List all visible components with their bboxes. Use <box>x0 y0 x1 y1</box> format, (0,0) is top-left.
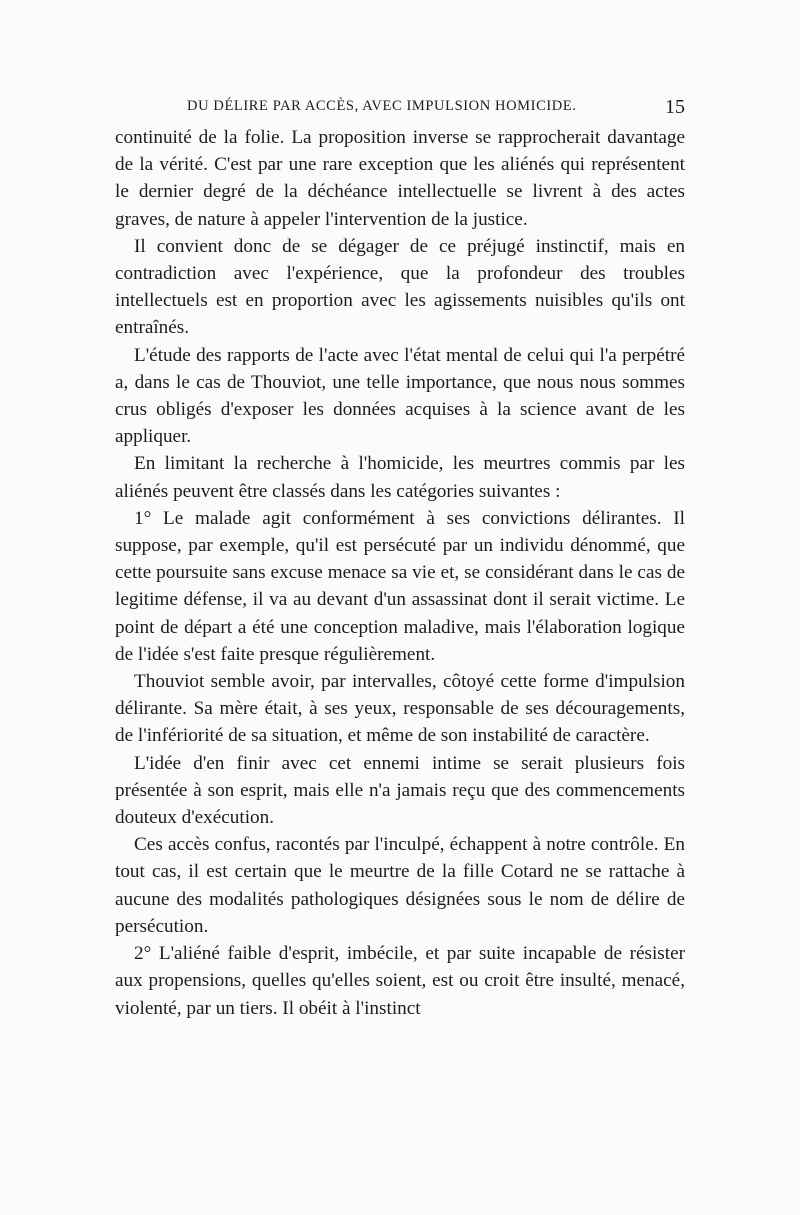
paragraph-item-1: 1° Le malade agit conformément à ses convictions délirantes. Il suppose, par exemple, qu'il est persécuté par un individu dénommé, que cette poursuite sans excuse menace sa vie et, se considérant dans le cas de legitime défense, il va au devant d'un assassinat dont il serait victime. Le point de départ a été une conception maladive, mais l'élaboration logique de l'idée s'est faite presque régulièrement. <box>115 507 685 665</box>
paragraph-item-2: 2° L'aliéné faible d'esprit, imbécile, et par suite incapable de résister aux propensions, quelles qu'elles soient, est ou croit être insulté, menacé, violenté, par un tiers. Il obéit à l'instinct <box>115 943 685 1019</box>
paragraph: En limitant la recherche à l'homicide, les meurtres commis par les aliénés peuvent être classés dans les catégories suivantes : <box>115 453 685 502</box>
running-head <box>115 98 685 122</box>
paragraph: Ces accès confus, racontés par l'inculpé, échappent à notre contrôle. En tout cas, il est certain que le meurtre de la fille Cotard ne se rattache à aucune des modalités pathologiques désignées sous le nom de délire de persécution. <box>115 834 685 937</box>
body-text <box>115 124 685 1022</box>
paragraph: Il convient donc de se dégager de ce préjugé instinctif, mais en contradiction avec l'expérience, que la profondeur des troubles intellectuels est en proportion avec les agissements nuisibles qu'ils ont entraînés. <box>115 235 685 339</box>
paragraph-continuation: continuité de la folie. La proposition inverse se rapprocherait davantage de la vérité. C'est par une rare exception que les aliénés qui représentent le dernier degré de la déchéance intellectuelle se livrent à des actes graves, de nature à appeler l'intervention de la justice. <box>115 127 685 230</box>
page-number: 15 <box>665 96 685 118</box>
running-title: DU DÉLIRE PAR ACCÈS, AVEC IMPULSION HOMICIDE. <box>187 98 577 114</box>
paragraph: Thouviot semble avoir, par intervalles, côtoyé cette forme d'impulsion délirante. Sa mère était, à ses yeux, responsable de ses découragements, de l'infériorité de sa situation, et même de son instabilité de caractère. <box>115 671 685 747</box>
paragraph: L'idée d'en finir avec cet ennemi intime se serait plusieurs fois présentée à son esprit, mais elle n'a jamais reçu que des commencements douteux d'exécution. <box>115 752 685 829</box>
paragraph: L'étude des rapports de l'acte avec l'état mental de celui qui l'a perpétré a, dans le cas de Thouviot, une telle importance, que nous nous sommes crus obligés d'exposer les données acquises à la science avant de les appliquer. <box>115 344 685 448</box>
